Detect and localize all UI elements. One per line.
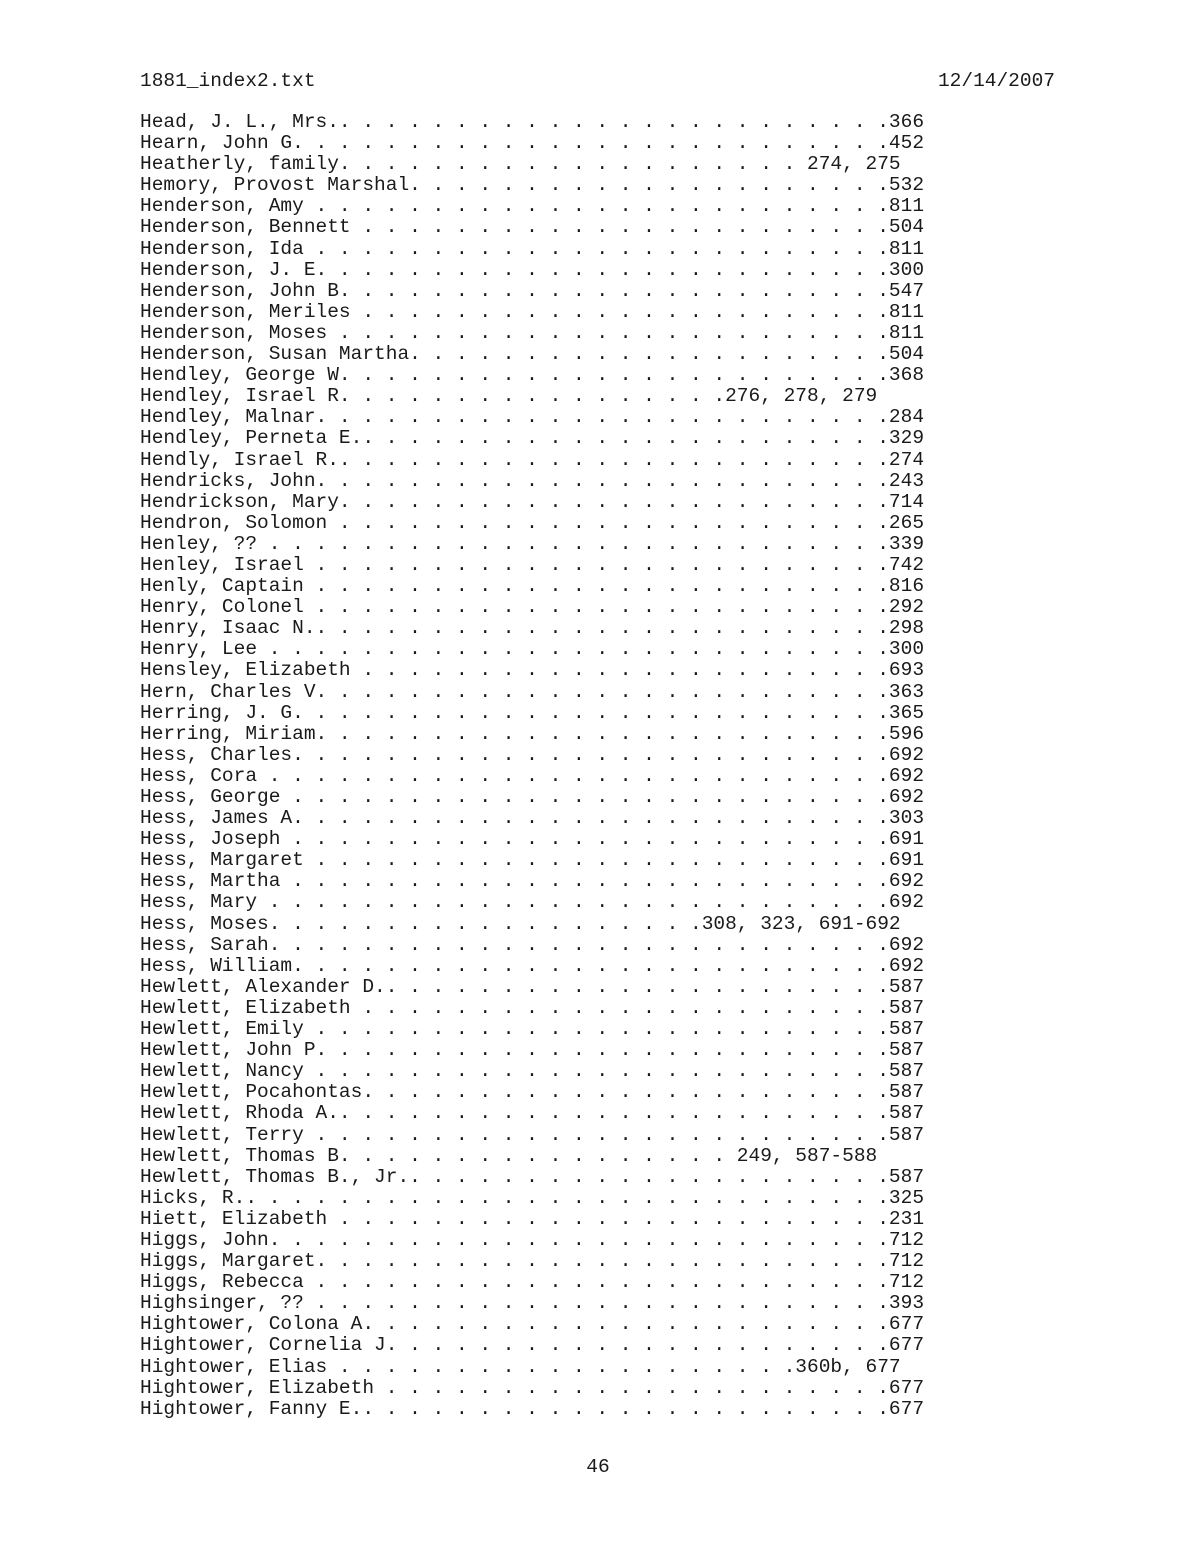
index-entry: Hewlett, Elizabeth . . . . . . . . . . . . . . . . . . . . . . .587 (140, 996, 925, 1019)
index-entry: Henry, Isaac N.. . . . . . . . . . . . . . . . . . . . . . . . .298 (140, 617, 925, 640)
index-entry: Henderson, Meriles . . . . . . . . . . . . . . . . . . . . . . .811 (140, 300, 925, 323)
page-number: 46 (586, 1456, 610, 1478)
index-entry: Henderson, Susan Martha. . . . . . . . . . . . . . . . . . . . .504 (140, 343, 925, 366)
index-entry: Hewlett, Emily . . . . . . . . . . . . . . . . . . . . . . . . .587 (140, 1018, 925, 1041)
index-entry: Hess, George . . . . . . . . . . . . . . . . . . . . . . . . . .692 (140, 786, 925, 808)
index-entry: Hightower, Cornelia J. . . . . . . . . . . . . . . . . . . . . .677 (140, 1334, 925, 1357)
index-entry: Hendron, Solomon . . . . . . . . . . . . . . . . . . . . . . . .265 (140, 511, 925, 534)
index-entry: Higgs, Rebecca . . . . . . . . . . . . . . . . . . . . . . . . .712 (140, 1271, 925, 1294)
index-entry: Henderson, J. E. . . . . . . . . . . . . . . . . . . . . . . . .300 (140, 258, 925, 281)
index-entry: Hewlett, Rhoda A.. . . . . . . . . . . . . . . . . . . . . . . .587 (140, 1102, 925, 1125)
index-entry: Higgs, Margaret. . . . . . . . . . . . . . . . . . . . . . . . .712 (140, 1250, 925, 1273)
index-entry: Hewlett, Pocahontas. . . . . . . . . . . . . . . . . . . . . . .587 (140, 1081, 925, 1104)
index-entry: Henderson, Ida . . . . . . . . . . . . . . . . . . . . . . . . .811 (140, 237, 925, 260)
index-entry: Hicks, R.. . . . . . . . . . . . . . . . . . . . . . . . . . . .325 (140, 1186, 925, 1209)
index-entry: Hensley, Elizabeth . . . . . . . . . . . . . . . . . . . . . . .693 (140, 659, 925, 682)
index-entry: Hess, Charles. . . . . . . . . . . . . . . . . . . . . . . . . .692 (140, 743, 925, 766)
index-entry: Hess, William. . . . . . . . . . . . . . . . . . . . . . . . . .692 (140, 954, 925, 977)
index-entry: Hewlett, John P. . . . . . . . . . . . . . . . . . . . . . . . .587 (140, 1039, 925, 1062)
index-entry: Hendley, George W. . . . . . . . . . . . . . . . . . . . . . . .368 (140, 364, 925, 387)
index-entry: Hewlett, Nancy . . . . . . . . . . . . . . . . . . . . . . . . .587 (140, 1060, 925, 1083)
index-entry: Hewlett, Thomas B., Jr.. . . . . . . . . . . . . . . . . . . . .587 (140, 1165, 925, 1188)
index-entry: Hewlett, Terry . . . . . . . . . . . . . . . . . . . . . . . . .587 (140, 1123, 925, 1146)
file-name: 1881_index2.txt (140, 70, 316, 92)
index-entry-list (140, 112, 924, 1420)
index-entry: Hemory, Provost Marshal. . . . . . . . . . . . . . . . . . . . .532 (140, 174, 925, 197)
index-entry: Hearn, John G. . . . . . . . . . . . . . . . . . . . . . . . . .452 (140, 132, 925, 155)
index-entry: Hendley, Malnar. . . . . . . . . . . . . . . . . . . . . . . . .284 (140, 406, 925, 429)
index-entry: Higgs, John. . . . . . . . . . . . . . . . . . . . . . . . . . .712 (140, 1228, 925, 1251)
index-entry: Hess, Mary . . . . . . . . . . . . . . . . . . . . . . . . . . .692 (140, 891, 925, 914)
index-entry: Hendricks, John. . . . . . . . . . . . . . . . . . . . . . . . .243 (140, 469, 925, 492)
index-entry: Henley, Israel . . . . . . . . . . . . . . . . . . . . . . . . .742 (140, 553, 925, 576)
index-entry: Heatherly, family. . . . . . . . . . . . . . . . . . . . 274, 275 (140, 153, 901, 176)
index-entry: Hess, Moses. . . . . . . . . . . . . . . . . . .308, 323, 691-692 (140, 912, 901, 935)
index-entry: Henderson, Amy . . . . . . . . . . . . . . . . . . . . . . . . .811 (140, 195, 925, 218)
index-entry: Henderson, Moses . . . . . . . . . . . . . . . . . . . . . . . .811 (140, 321, 925, 344)
print-date: 12/14/2007 (937, 70, 1055, 92)
index-entry: Hightower, Fanny E.. . . . . . . . . . . . . . . . . . . . . . .677 (140, 1397, 925, 1420)
index-entry: Hess, Margaret . . . . . . . . . . . . . . . . . . . . . . . . .691 (140, 849, 925, 872)
index-entry: Hewlett, Alexander D.. . . . . . . . . . . . . . . . . . . . . .587 (140, 975, 925, 998)
index-entry: Henderson, John B. . . . . . . . . . . . . . . . . . . . . . . .547 (140, 279, 925, 302)
index-entry: Hightower, Colona A. . . . . . . . . . . . . . . . . . . . . . .677 (140, 1313, 925, 1336)
index-entry: Hess, Sarah. . . . . . . . . . . . . . . . . . . . . . . . . . .692 (140, 933, 925, 956)
index-entry: Herring, Miriam. . . . . . . . . . . . . . . . . . . . . . . . .596 (140, 722, 925, 745)
index-entry: Hiett, Elizabeth . . . . . . . . . . . . . . . . . . . . . . . .231 (140, 1207, 925, 1230)
index-entry: Hewlett, Thomas B. . . . . . . . . . . . . . . . . 249, 587-588 (140, 1144, 878, 1167)
index-entry: Hess, Cora . . . . . . . . . . . . . . . . . . . . . . . . . . .692 (140, 764, 925, 787)
index-entry: Hightower, Elizabeth . . . . . . . . . . . . . . . . . . . . . .677 (140, 1376, 925, 1399)
index-entry: Henderson, Bennett . . . . . . . . . . . . . . . . . . . . . . .504 (140, 216, 925, 239)
index-entry: Hern, Charles V. . . . . . . . . . . . . . . . . . . . . . . . .363 (140, 680, 925, 703)
index-entry: Hess, Joseph . . . . . . . . . . . . . . . . . . . . . . . . . .691 (140, 828, 925, 851)
index-entry: Head, J. L., Mrs.. . . . . . . . . . . . . . . . . . . . . . . .366 (140, 111, 925, 133)
index-entry: Herring, J. G. . . . . . . . . . . . . . . . . . . . . . . . . .365 (140, 701, 925, 724)
index-entry: Hendly, Israel R.. . . . . . . . . . . . . . . . . . . . . . . .274 (140, 448, 925, 471)
index-entry: Henry, Lee . . . . . . . . . . . . . . . . . . . . . . . . . . .300 (140, 638, 925, 661)
index-entry: Henly, Captain . . . . . . . . . . . . . . . . . . . . . . . . .816 (140, 575, 925, 598)
index-entry: Hendley, Israel R. . . . . . . . . . . . . . . . .276, 278, 279 (140, 385, 878, 408)
index-entry: Hendrickson, Mary. . . . . . . . . . . . . . . . . . . . . . . .714 (140, 490, 925, 513)
index-entry: Henley, ?? . . . . . . . . . . . . . . . . . . . . . . . . . . .339 (140, 532, 925, 555)
index-entry: Hess, Martha . . . . . . . . . . . . . . . . . . . . . . . . . .692 (140, 870, 925, 893)
index-entry: Henry, Colonel . . . . . . . . . . . . . . . . . . . . . . . . .292 (140, 596, 925, 619)
index-entry: Hess, James A. . . . . . . . . . . . . . . . . . . . . . . . . .303 (140, 807, 925, 830)
index-entry: Highsinger, ?? . . . . . . . . . . . . . . . . . . . . . . . . .393 (140, 1292, 925, 1315)
index-entry: Hendley, Perneta E.. . . . . . . . . . . . . . . . . . . . . . .329 (140, 427, 925, 450)
index-entry: Hightower, Elias . . . . . . . . . . . . . . . . . . . .360b, 677 (140, 1355, 901, 1378)
